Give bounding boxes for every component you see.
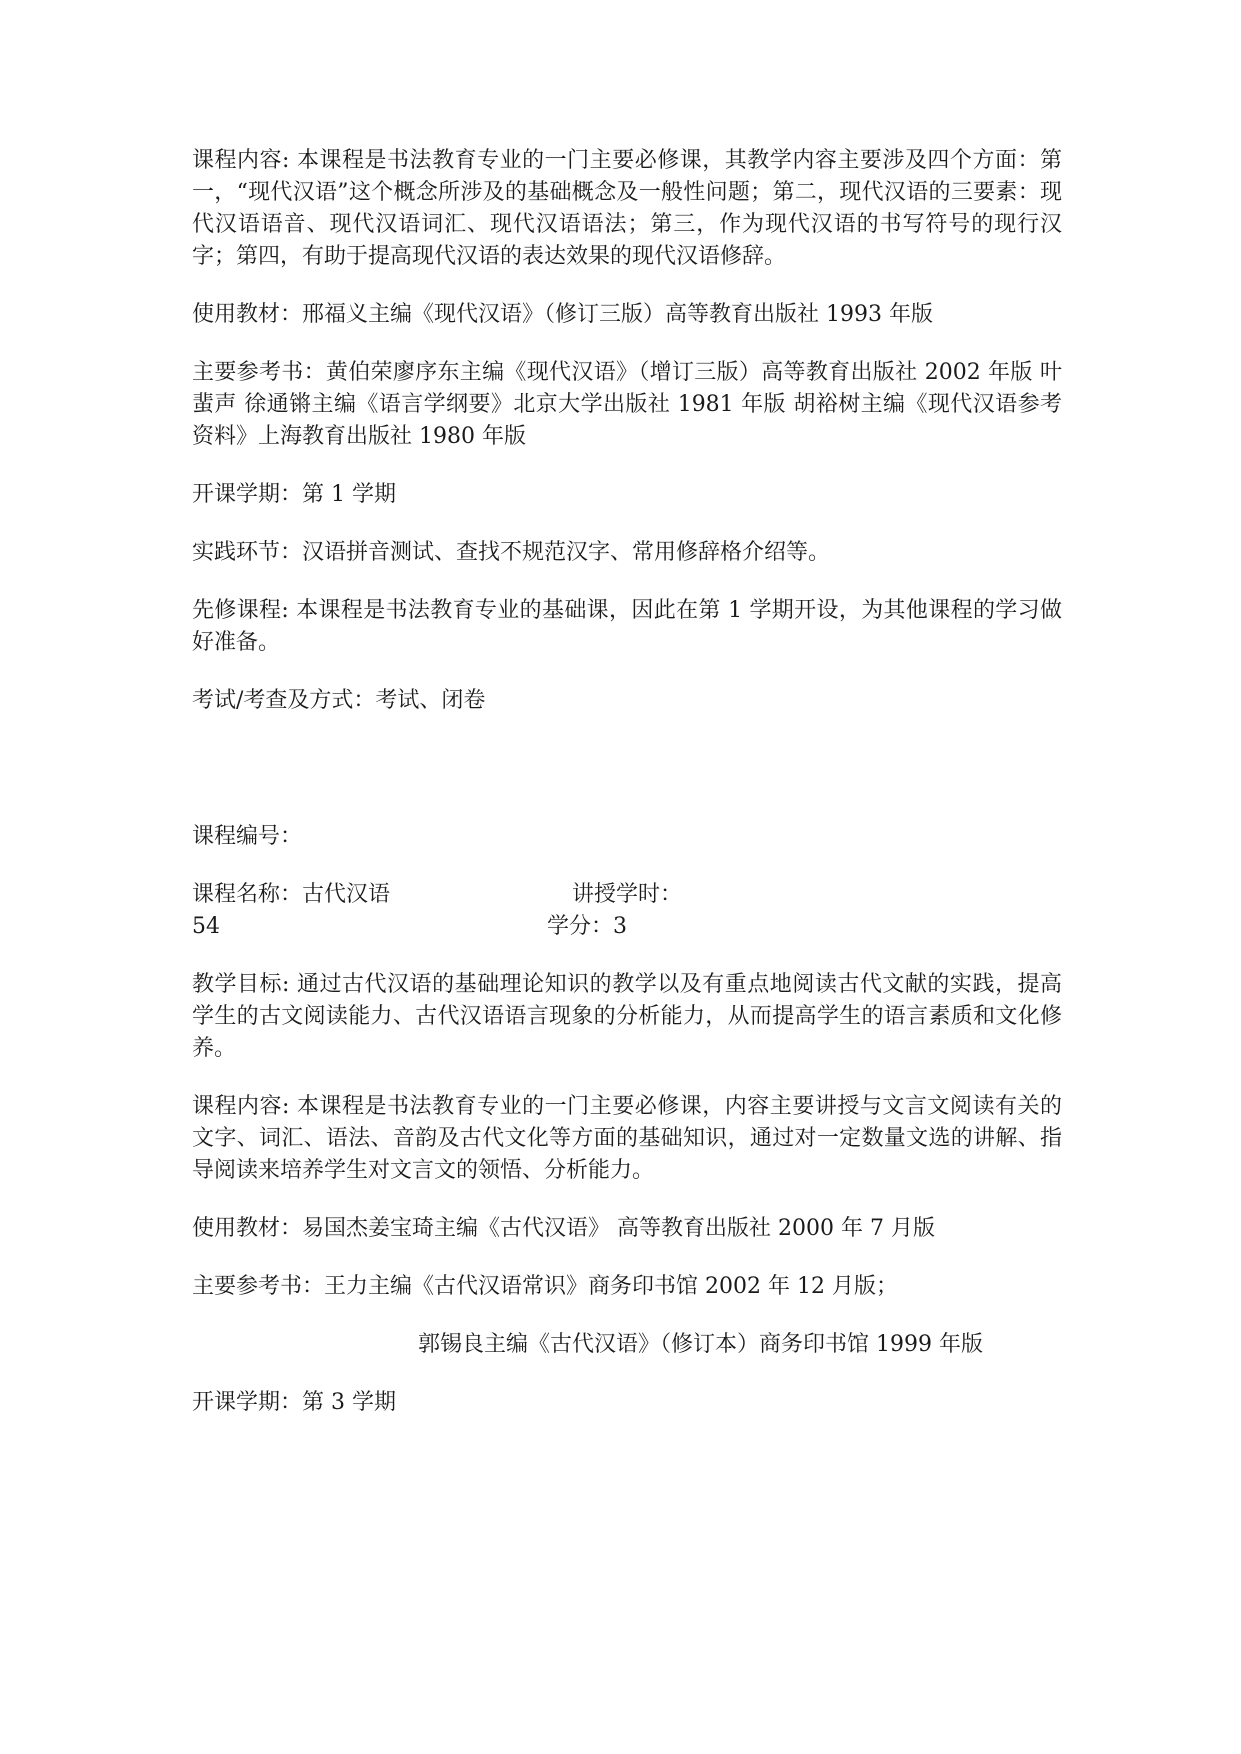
references-1: 主要参考书：黄伯荣廖序东主编《现代汉语》（增订三版）高等教育出版社 2002 年版 叶蜚声 徐通锵主编《语言学纲要》北京大学出版社 1981 年版 胡裕树主编《现代汉语参考资料》上海教育出版社 1980 年版 bbox=[192, 360, 1062, 449]
practice-1: 实践环节：汉语拼音测试、查找不规范汉字、常用修辞格介绍等。 bbox=[192, 540, 831, 565]
course-content-2: 课程内容: 本课程是书法教育专业的一门主要必修课，内容主要讲授与文言文阅读有关的文字、词汇、语法、音韵及古代文化等方面的基础知识，通过对一定数量文选的讲解、指导阅读来培养学生对文言文的领悟、分析能力。 bbox=[192, 1094, 1062, 1183]
course-content-1: 课程内容: 本课程是书法教育专业的一门主要必修课，其教学内容主要涉及四个方面：第一，“现代汉语”这个概念所涉及的基础概念及一般性问题；第二，现代汉语的三要素：现代汉语语音、现代汉语词汇、现代汉语语法；第三，作为现代汉语的书写符号的现行汉字；第四，有助于提高现代汉语的表达效果的现代汉语修辞。 bbox=[192, 148, 1062, 269]
course-code-2: 课程编号： bbox=[192, 824, 303, 849]
semester-1: 开课学期：第 1 学期 bbox=[192, 482, 396, 507]
course-header-2 bbox=[192, 879, 1062, 943]
textbook-1: 使用教材：邢福义主编《现代汉语》（修订三版）高等教育出版社 1993 年版 bbox=[192, 302, 933, 327]
textbook-2: 使用教材：易国杰姜宝琦主编《古代汉语》 高等教育出版社 2000 年 7 月版 bbox=[192, 1216, 935, 1241]
credits-2: 学分：3 bbox=[547, 914, 627, 939]
hours-credits-row bbox=[192, 911, 1062, 943]
document-page bbox=[192, 145, 1062, 1445]
exam-1: 考试/考查及方式：考试、闭卷 bbox=[192, 688, 486, 713]
course-name-2: 课程名称：古代汉语 bbox=[192, 882, 391, 907]
hours-value-2: 54 bbox=[192, 914, 220, 939]
semester-2: 开课学期：第 3 学期 bbox=[192, 1390, 396, 1415]
objective-2: 教学目标: 通过古代汉语的基础理论知识的教学以及有重点地阅读古代文献的实践，提高学生的古文阅读能力、古代汉语语言现象的分析能力，从而提高学生的语言素质和文化修养。 bbox=[192, 972, 1062, 1061]
section-gap bbox=[192, 743, 1062, 821]
hours-label-2: 讲授学时： bbox=[572, 882, 683, 907]
course-name-row bbox=[192, 879, 1062, 911]
references-2b: 郭锡良主编《古代汉语》（修订本）商务印书馆 1999 年版 bbox=[418, 1332, 983, 1357]
prerequisite-1: 先修课程: 本课程是书法教育专业的基础课，因此在第 1 学期开设，为其他课程的学习做好准备。 bbox=[192, 598, 1062, 655]
references-2a: 主要参考书：王力主编《古代汉语常识》商务印书馆 2002 年 12 月版； bbox=[192, 1274, 898, 1299]
